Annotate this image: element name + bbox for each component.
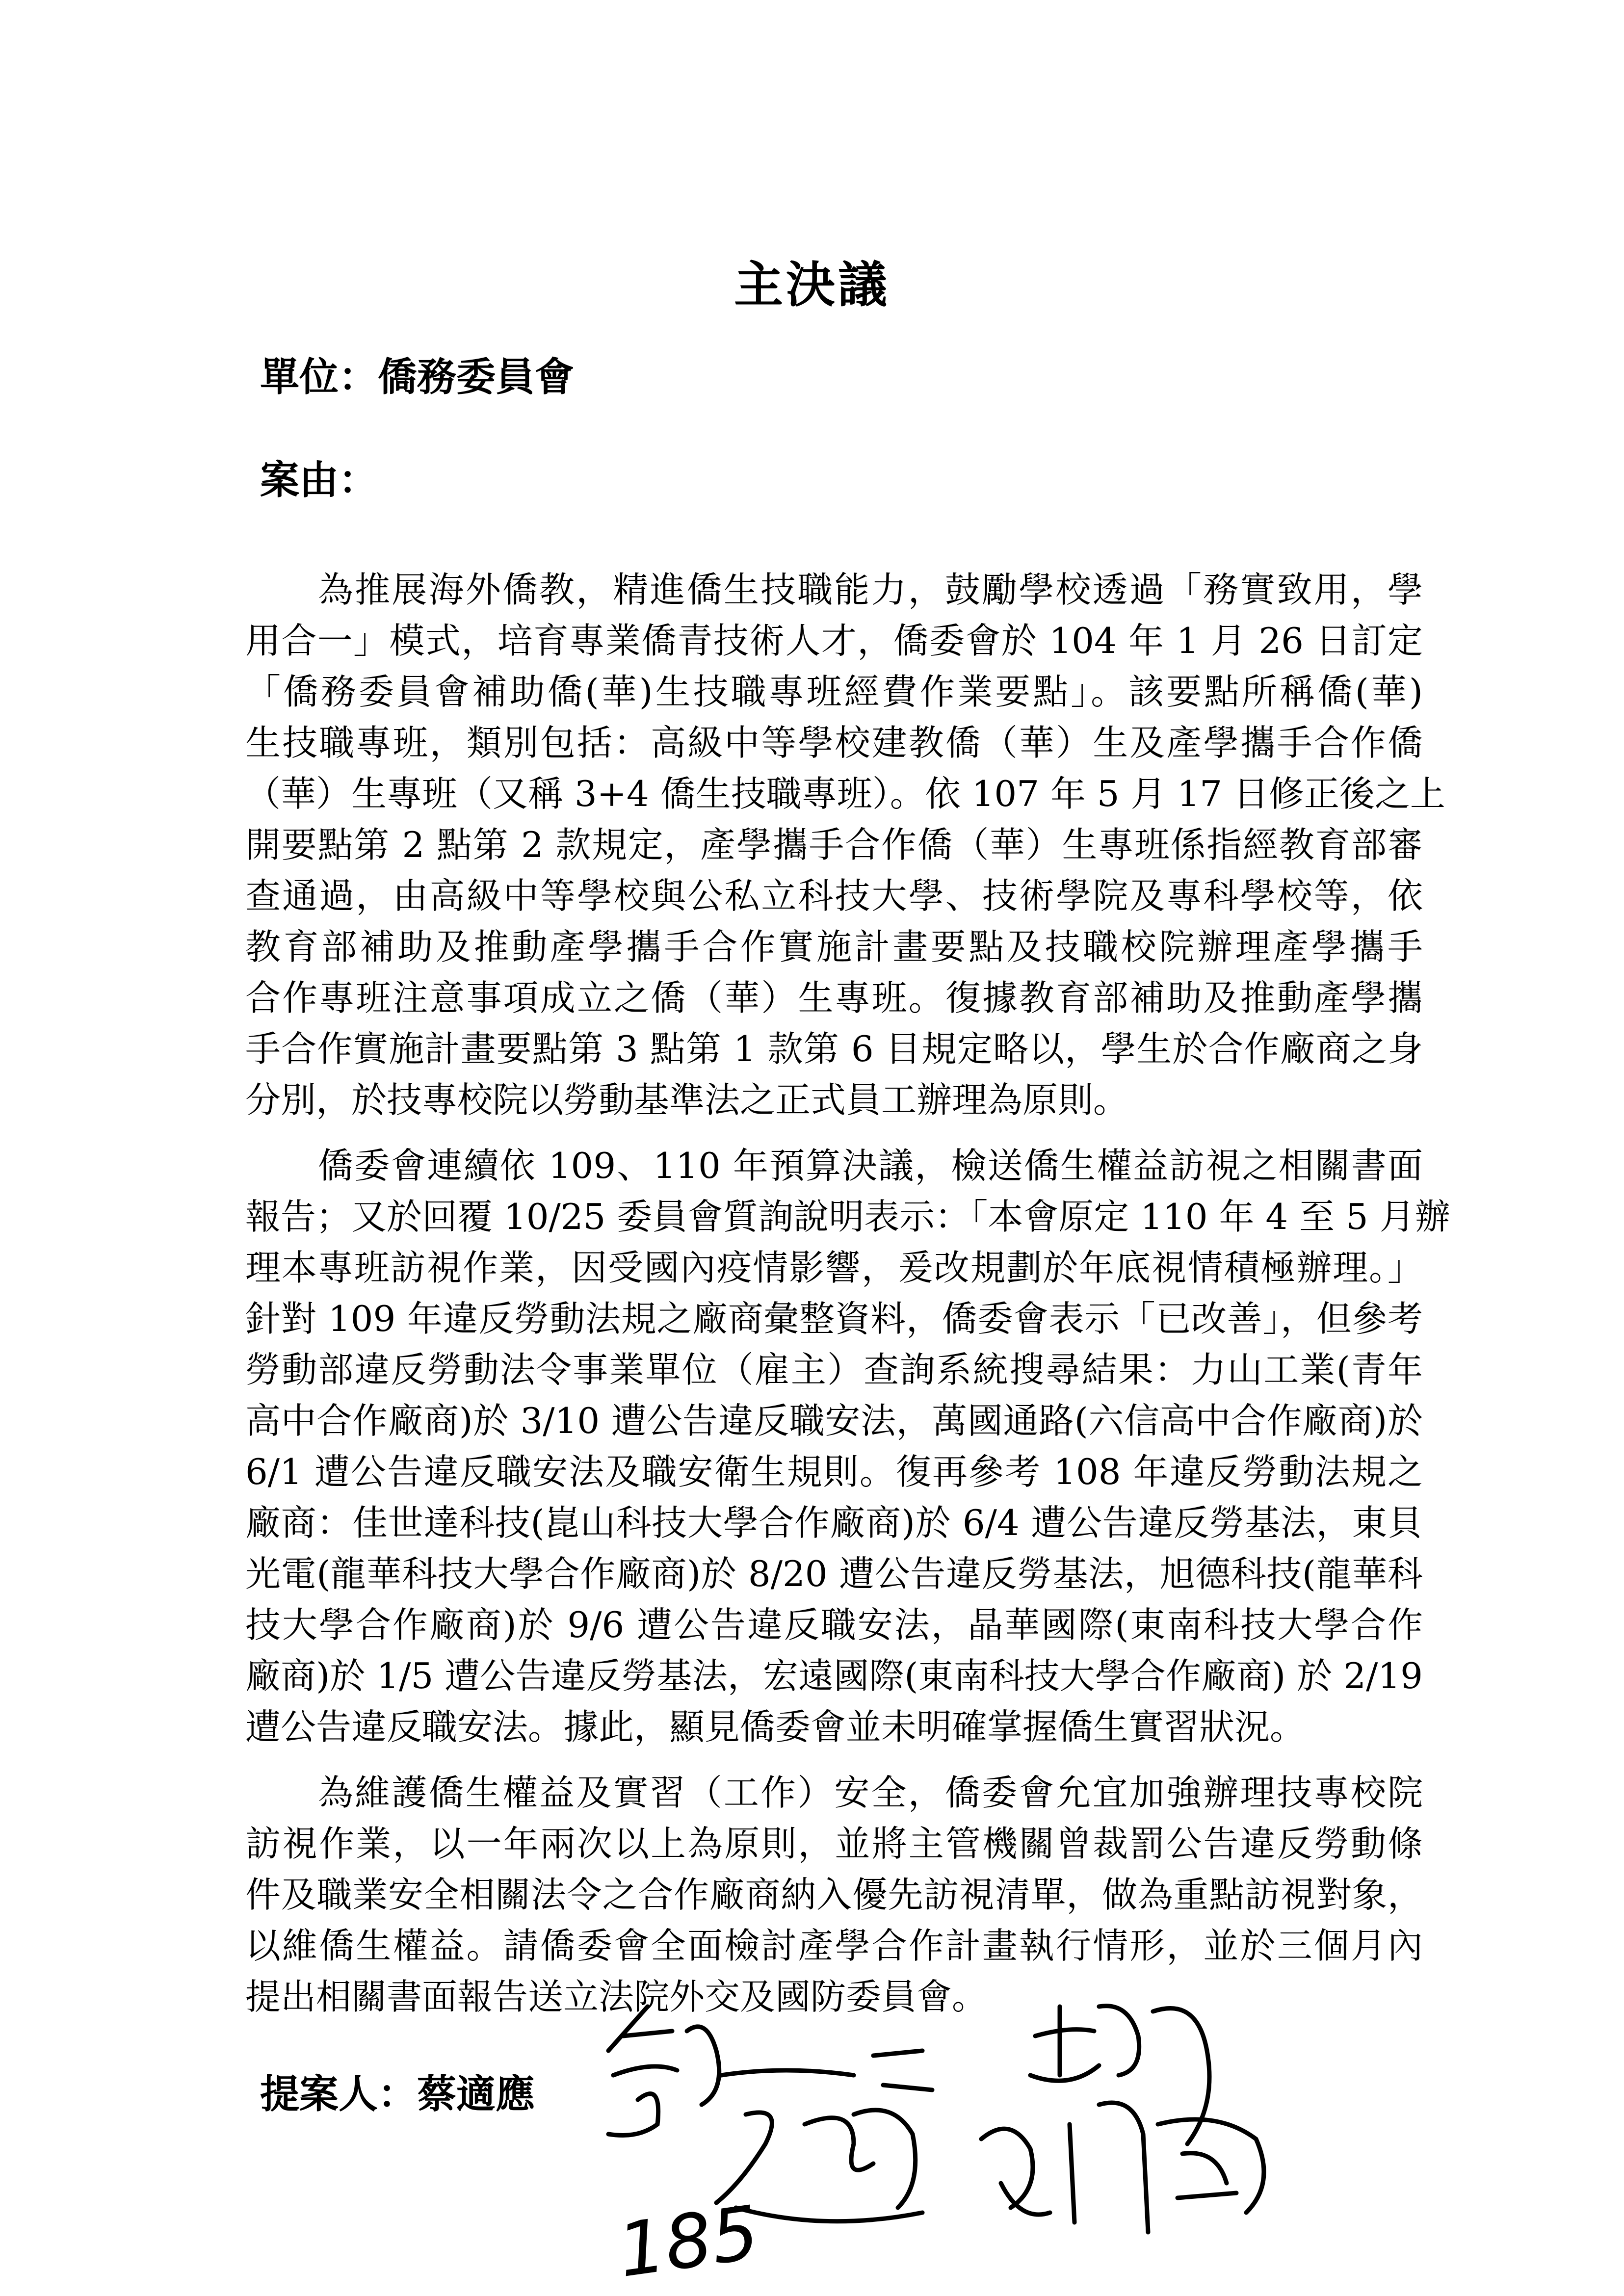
- text-line: 訪視作業，以一年兩次以上為原則，並將主管機關曾裁罰公告違反勞動條: [245, 1823, 1423, 1864]
- signature-4: [981, 2103, 1264, 2232]
- case-label: 案由：: [260, 457, 378, 503]
- text-line: 以維僑生權益。請僑委會全面檢討產學合作計畫執行情形，並於三個月內: [245, 1925, 1423, 1966]
- text-line: 為維護僑生權益及實習（工作）安全，僑委會允宜加強辦理技專校院: [318, 1772, 1423, 1813]
- text-line: 教育部補助及推動產學攜手合作實施計畫要點及技職校院辦理產學攜手: [245, 926, 1423, 967]
- signature-1: [608, 2007, 854, 2136]
- handwritten-page-number: 185: [613, 2190, 764, 2295]
- unit-label: 單位：僑務委員會: [260, 354, 574, 400]
- text-line: 件及職業安全相關法令之合作廠商納入優先訪視清單，做為重點訪視對象，: [245, 1874, 1423, 1915]
- text-line: 勞動部違反勞動法令事業單位（雇主）查詢系統搜尋結果：力山工業(青年: [245, 1349, 1423, 1390]
- text-line: 手合作實施計畫要點第 3 點第 1 款第 6 目規定略以，學生於合作廠商之身: [245, 1028, 1423, 1070]
- document-title: 主決議: [734, 256, 890, 313]
- text-line: 為推展海外僑教，精進僑生技職能力，鼓勵學校透過「務實致用，學: [318, 569, 1423, 610]
- text-line: 合作專班注意事項成立之僑（華）生專班。復據教育部補助及推動產學攜: [245, 977, 1423, 1018]
- text-line: 廠商)於 1/5 遭公告違反勞基法，宏遠國際(東南科技大學合作廠商) 於 2/19: [245, 1655, 1423, 1696]
- paragraph-2: [245, 1140, 1450, 1752]
- document-body: [245, 564, 1450, 2022]
- text-line: 高中合作廠商)於 3/10 遭公告違反職安法，萬國通路(六信高中合作廠商)於: [245, 1400, 1423, 1441]
- text-line: 遭公告違反職安法。據此，顯見僑委會並未明確掌握僑生實習狀況。: [245, 1706, 1306, 1748]
- proposer-label: 提案人：蔡適應: [260, 2071, 535, 2117]
- text-line: 理本專班訪視作業，因受國內疫情影響，爰改規劃於年底視情積極辦理。」: [245, 1247, 1423, 1288]
- text-line: 廠商：佳世達科技(崑山科技大學合作廠商)於 6/4 遭公告違反勞基法，東貝: [245, 1502, 1423, 1543]
- text-line: 生技職專班，類別包括：高級中等學校建教僑（華）生及產學攜手合作僑: [245, 722, 1423, 763]
- text-line: 僑委會連續依 109、110 年預算決議，檢送僑生權益訪視之相關書面: [318, 1145, 1423, 1186]
- text-line: 光電(龍華科技大學合作廠商)於 8/20 遭公告違反勞基法，旭德科技(龍華科: [245, 1553, 1423, 1594]
- text-line: 針對 109 年違反勞動法規之廠商彙整資料，僑委會表示「已改善」，但參考: [245, 1298, 1423, 1339]
- text-line: 用合一」模式，培育專業僑青技術人才，僑委會於 104 年 1 月 26 日訂定: [245, 620, 1423, 661]
- text-line: 分別，於技專校院以勞動基準法之正式員工辦理為原則。: [245, 1079, 1129, 1121]
- text-line: 技大學合作廠商)於 9/6 遭公告違反職安法，晶華國際(東南科技大學合作: [245, 1604, 1423, 1645]
- text-line: 6/1 遭公告違反職安法及職安衛生規則。復再參考 108 年違反勞動法規之: [245, 1451, 1423, 1492]
- text-line: 報告；又於回覆 10/25 委員會質詢說明表示：「本會原定 110 年 4 至 5 月辦: [245, 1196, 1450, 1237]
- signature-3: [1030, 2006, 1209, 2144]
- text-line: 「僑務委員會補助僑(華)生技職專班經費作業要點」。該要點所稱僑(華): [245, 671, 1423, 712]
- text-line: 查通過，由高級中等學校與公私立科技大學、技術學院及專科學校等，依: [245, 875, 1423, 916]
- paragraph-1: [245, 564, 1445, 1125]
- text-line: 開要點第 2 點第 2 款規定，產學攜手合作僑（華）生專班係指經教育部審: [245, 824, 1423, 865]
- text-line: （華）生專班（又稱 3+4 僑生技職專班）。依 107 年 5 月 17 日修正後之上: [245, 773, 1445, 814]
- text-line: 提出相關書面報告送立法院外交及國防委員會。: [245, 1976, 988, 2017]
